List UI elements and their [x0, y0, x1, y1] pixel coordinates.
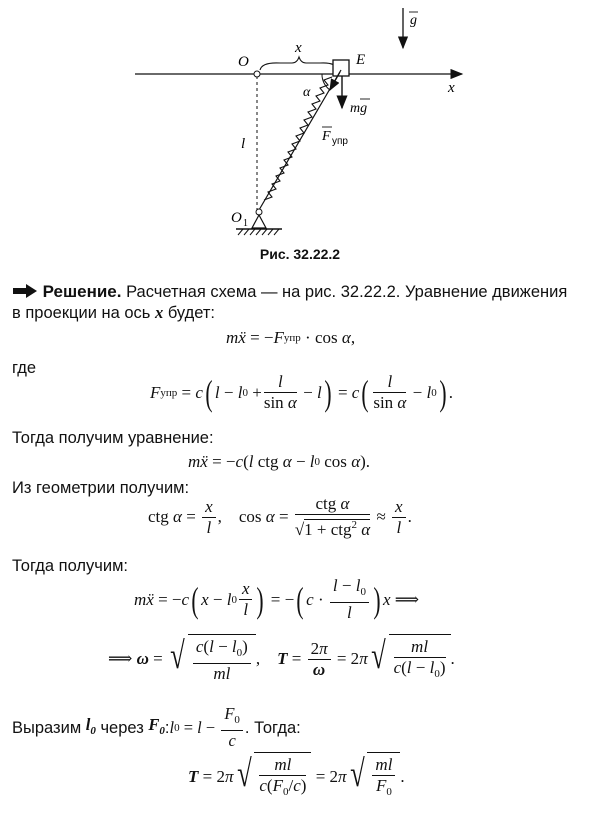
equation-motion: m ẍ = − F упр · cos α ,: [226, 328, 356, 347]
ground-hatching: [238, 229, 279, 235]
text-then-equation: Тогда получим уравнение:: [12, 429, 214, 447]
solution-intro-text-2b: будет:: [163, 304, 216, 322]
express-then: . Тогда:: [244, 718, 301, 737]
label-F: F: [322, 129, 331, 144]
label-x-top: x: [295, 40, 302, 56]
label-alpha: α: [303, 85, 311, 100]
label-O1-sub: 1: [243, 218, 248, 229]
equation-reduced: m ẍ = − c ( l ctg α − l 0 cos α ).: [188, 452, 371, 471]
equation-spring-force: F упр = c ( l − l 0 + $\frac{l}{\text{sin α}}$ − l ) = c ( $\frac{l}{\text{sin α}}$ − l 0 ) .: [150, 372, 453, 413]
equation-final-period: T = 2 π √ $\frac{ml}{c(F_0/c)}$ = 2 π √ $\frac{ml}{F_0}$ .: [188, 752, 405, 802]
solution-heading: Решение.: [42, 282, 122, 301]
solution-intro-text-1: Расчетная схема — на рис. 32.22.2. Уравнение движения: [121, 283, 568, 301]
solution-intro-text-2a: в проекции на ось: [12, 304, 155, 322]
spring-diagram: [0, 0, 600, 245]
express-text-b: через: [100, 718, 144, 737]
label-F-sub: упр: [332, 136, 348, 147]
solution-arrow-icon: [12, 284, 38, 298]
label-g: g: [410, 13, 417, 28]
solution-intro-var-x: x: [154, 303, 164, 322]
pivot-support: [252, 215, 266, 228]
figure-caption: Рис. 32.22.2: [259, 246, 341, 262]
text-geometry: Из геометрии получим:: [12, 479, 190, 497]
label-E: E: [356, 52, 366, 68]
block-E: [333, 60, 349, 76]
label-mg: mg: [350, 101, 368, 116]
point-O: [254, 71, 260, 77]
solution-intro-line-2: [12, 303, 215, 323]
equation-omega-period: ⟹ ω = √ $\frac{c(l - l_0)}{ml}$ , T = $\frac{2\pi}{\omega}$ = 2 π √ $\frac{ml}{c(l - l_0)}$ .: [108, 635, 455, 683]
equation-geometry: ctg α = $\frac{x}{l}$ , cos α = $\frac{\text{ctg α}}{√1 + ctg^2 \alpha}$ ≈ $\frac{x}{l}$ .: [148, 494, 412, 539]
label-O1: O: [231, 210, 242, 226]
solution-intro-line-1: [12, 282, 567, 302]
figure-32-22-2: [0, 0, 600, 270]
equation-linearized: m ẍ = − c ( x − l 0 $\frac{x}{l}$ ) = − ( c · $\frac{l - l_0}{l}$ ) x ⟹: [134, 576, 420, 622]
label-x-axis: x: [448, 80, 455, 96]
text-express-l0: Выразим $l_0$ через $F_0$ : l 0 = l − $\frac{F_0}{c}$ . Тогда:: [12, 704, 301, 750]
express-text-a: Выразим: [12, 718, 82, 737]
x-brace: [260, 57, 338, 70]
label-O: O: [238, 54, 249, 70]
text-then: Тогда получим:: [12, 557, 128, 575]
label-l: l: [241, 136, 246, 152]
text-where: где: [12, 359, 37, 377]
